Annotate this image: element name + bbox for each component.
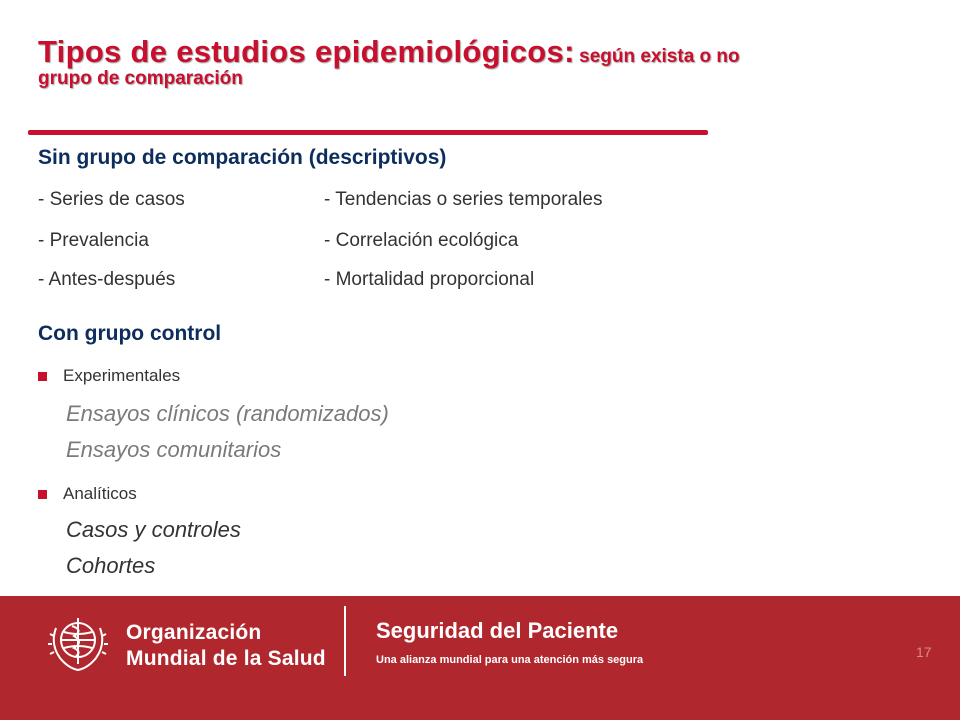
descriptive-item: - Correlación ecológica bbox=[324, 230, 519, 251]
study-type-item: Cohortes bbox=[66, 553, 156, 578]
descriptive-item: - Tendencias o series temporales bbox=[324, 189, 603, 210]
descriptive-item: - Prevalencia bbox=[38, 230, 149, 251]
program-tagline: Una alianza mundial para una atención más segura bbox=[376, 654, 644, 666]
slide-title bbox=[38, 34, 918, 90]
study-type-item: Ensayos comunitarios bbox=[66, 437, 282, 462]
bullet-label: Analíticos bbox=[63, 484, 137, 503]
study-type-item: Casos y controles bbox=[66, 517, 241, 542]
descriptive-item: - Mortalidad proporcional bbox=[324, 269, 535, 290]
bullet-analiticos bbox=[38, 484, 137, 504]
bullet-square-icon bbox=[38, 490, 47, 499]
title-line2: grupo de comparación bbox=[38, 68, 243, 89]
bullet-square-icon bbox=[38, 372, 47, 381]
footer-divider bbox=[344, 606, 346, 676]
title-sub: según exista o no bbox=[579, 46, 740, 67]
who-org-name bbox=[126, 620, 326, 672]
section-heading-control: Con grupo control bbox=[38, 322, 222, 345]
org-name-line2: Mundial de la Salud bbox=[126, 647, 326, 670]
descriptive-item: - Antes-después bbox=[38, 269, 176, 290]
title-underline bbox=[28, 130, 708, 135]
bullet-label: Experimentales bbox=[63, 366, 181, 385]
org-name-line1: Organización bbox=[126, 621, 262, 644]
section-heading-descriptive: Sin grupo de comparación (descriptivos) bbox=[38, 146, 447, 169]
who-emblem-icon bbox=[42, 608, 114, 680]
descriptive-item: - Series de casos bbox=[38, 189, 185, 210]
program-title: Seguridad del Paciente bbox=[376, 618, 619, 643]
page-number: 17 bbox=[916, 644, 932, 660]
title-main: Tipos de estudios epidemiológicos: bbox=[38, 34, 575, 69]
bullet-experimentales bbox=[38, 366, 180, 386]
study-type-item: Ensayos clínicos (randomizados) bbox=[66, 401, 389, 426]
